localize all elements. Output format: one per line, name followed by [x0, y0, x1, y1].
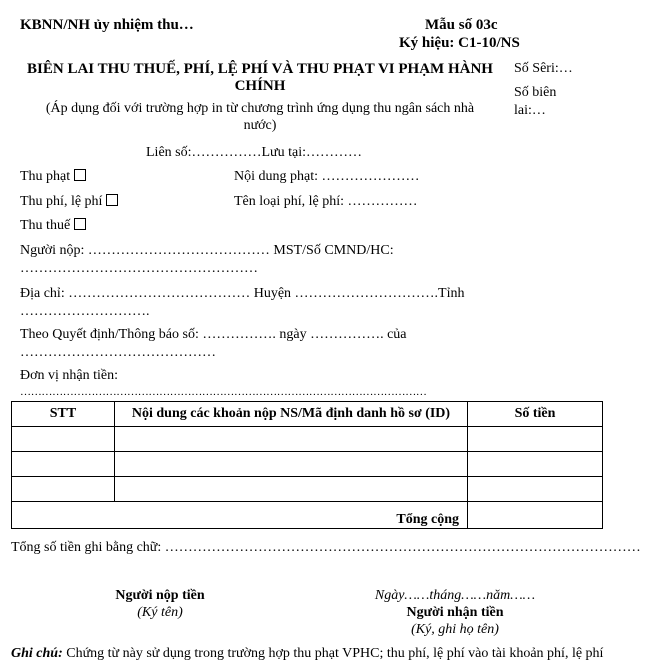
payer-signature-note: (Ký tên) [137, 605, 183, 620]
header-content: Nội dung các khoản nộp NS/Mã định danh hồ sơ (ID) [115, 402, 468, 427]
copy-storage-line: Liên số:……………Lưu tại:………… [146, 145, 363, 160]
serial-number: Số Sêri:… [514, 61, 573, 76]
form-number: Mẫu số 03c [425, 17, 498, 33]
tax-checkbox[interactable] [74, 218, 86, 230]
payer-field: Người nộp: ………………………………… MST/Số CMND/HC: [20, 243, 394, 258]
title-note-line2: nước) [243, 118, 277, 133]
fee-checkbox[interactable] [106, 194, 118, 206]
decision-field-continuation: …………………………………… [20, 345, 216, 360]
table-cell [468, 427, 603, 452]
total-value [468, 502, 603, 529]
decision-field: Theo Quyết định/Thông báo số: ……………. ngày ……………. của [20, 327, 407, 342]
tax-label: Thu thuế [20, 218, 71, 233]
payer-signature-title: Người nộp tiền [115, 588, 205, 603]
form-symbol: Ký hiệu: C1-10/NS [399, 35, 520, 51]
footnote-label: Ghi chú: [11, 646, 63, 661]
footnote [11, 646, 603, 662]
document-title-line2: CHÍNH [234, 78, 286, 94]
tax-option [20, 218, 86, 234]
table-row [12, 477, 603, 502]
fee-type-field: Tên loại phí, lệ phí: …………… [234, 194, 418, 209]
address-field-continuation: ………………………. [20, 304, 150, 319]
address-field: Địa chỉ: ………………………………… Huyện ………………………….Tỉnh [20, 286, 465, 301]
receiver-unit-continuation: …………………………………………………………………………………………………… [20, 386, 427, 398]
title-note-line1: (Áp dụng đối với trường hợp in từ chương trình ứng dụng thu ngân sách nhà [45, 101, 475, 116]
table-cell [115, 427, 468, 452]
issuer-label: KBNN/NH ủy nhiệm thu… [20, 17, 194, 33]
document-title-line1: BIÊN LAI THU THUẾ, PHÍ, LỆ PHÍ VÀ THU PHẠT VI PHẠM HÀNH [27, 61, 493, 77]
payer-field-continuation: …………………………………………… [20, 261, 258, 276]
table-total-row [12, 502, 603, 529]
receiver-signature-note: (Ký, ghi họ tên) [411, 622, 499, 637]
fee-label: Thu phí, lệ phí [20, 194, 103, 209]
amount-in-words: Tổng số tiền ghi bằng chữ: ………………………………………………………………………………………… [11, 540, 641, 555]
table-row [12, 452, 603, 477]
fine-checkbox[interactable] [74, 169, 86, 181]
table-cell [115, 477, 468, 502]
fine-option [20, 169, 86, 185]
payment-table [11, 401, 603, 529]
receipt-number-line1: Số biên [514, 85, 557, 100]
fee-option [20, 194, 118, 210]
header-stt: STT [12, 402, 115, 427]
table-cell [468, 452, 603, 477]
signature-date: Ngày……tháng……năm…… [374, 588, 536, 603]
table-cell [12, 427, 115, 452]
table-cell [12, 452, 115, 477]
footnote-text: Chứng từ này sử dụng trong trường hợp thu phạt VPHC; thu phí, lệ phí vào tài khoản phí, lệ phí [62, 646, 604, 661]
receipt-number-line2: lai:… [514, 103, 546, 118]
receiver-signature-title: Người nhận tiền [406, 605, 504, 620]
table-header-row [12, 402, 603, 427]
fine-content-field: Nội dung phạt: ………………… [234, 169, 420, 184]
table-row [12, 427, 603, 452]
receiver-unit-field: Đơn vị nhận tiền: [20, 368, 118, 383]
table-cell [115, 452, 468, 477]
table-cell [468, 477, 603, 502]
table-cell [12, 477, 115, 502]
fine-label: Thu phạt [20, 169, 71, 184]
header-amount: Số tiền [468, 402, 603, 427]
total-label: Tổng cộng [12, 502, 468, 529]
